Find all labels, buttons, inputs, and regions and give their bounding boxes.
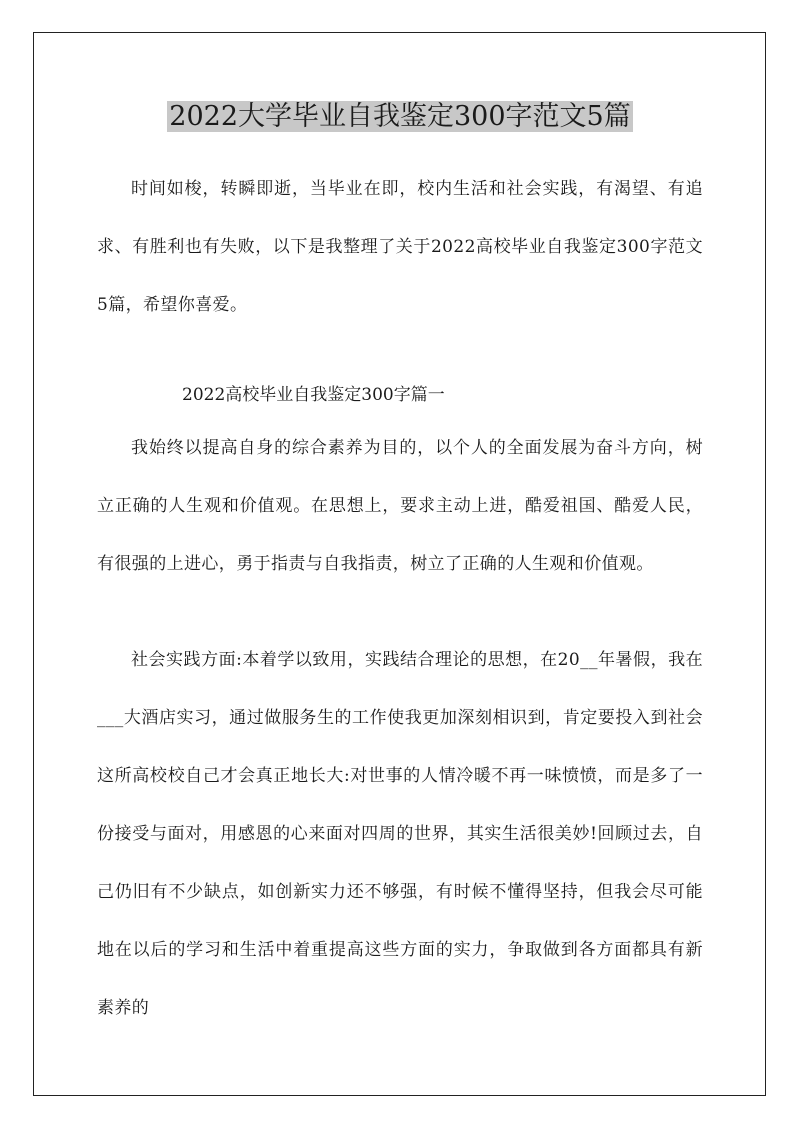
document-title-text: 2022大学毕业自我鉴定300字范文5篇 (169, 101, 631, 132)
body-paragraph-2: 社会实践方面:本着学以致用，实践结合理论的思想，在20__年暑假，我在___大酒店实习，通过做服务生的工作使我更加深刻相识到，肯定要投入到社会这所高校校自己才会真正地长大:对世事的人情冷暖不再一味愤愤，而是多了一份接受与面对，用感恩的心来面对四周的世界，其实生活很美妙!回顾过去，自己仍旧有不少缺点，如创新实力还不够强，有时候不懂得坚持，但我会尽可能地在以后的学习和生活中着重提高这些方面的实力，争取做到各方面都具有新素养的 (97, 650, 703, 1018)
section-heading: 2022高校毕业自我鉴定300字篇一 (182, 385, 445, 405)
intro-paragraph: 时间如梭，转瞬即逝，当毕业在即，校内生活和社会实践，有渴望、有追求、有胜利也有失败，以下是我整理了关于2022高校毕业自我鉴定300字范文5篇，希望你喜爱。 (97, 179, 703, 315)
body-paragraph-1: 我始终以提高自身的综合素养为目的，以个人的全面发展为奋斗方向，树立正确的人生观和价值观。在思想上，要求主动上进，酷爱祖国、酷爱人民，有很强的上进心，勇于指责与自我指责，树立了正确的人生观和价值观。 (97, 438, 703, 574)
document-title (0, 99, 800, 135)
